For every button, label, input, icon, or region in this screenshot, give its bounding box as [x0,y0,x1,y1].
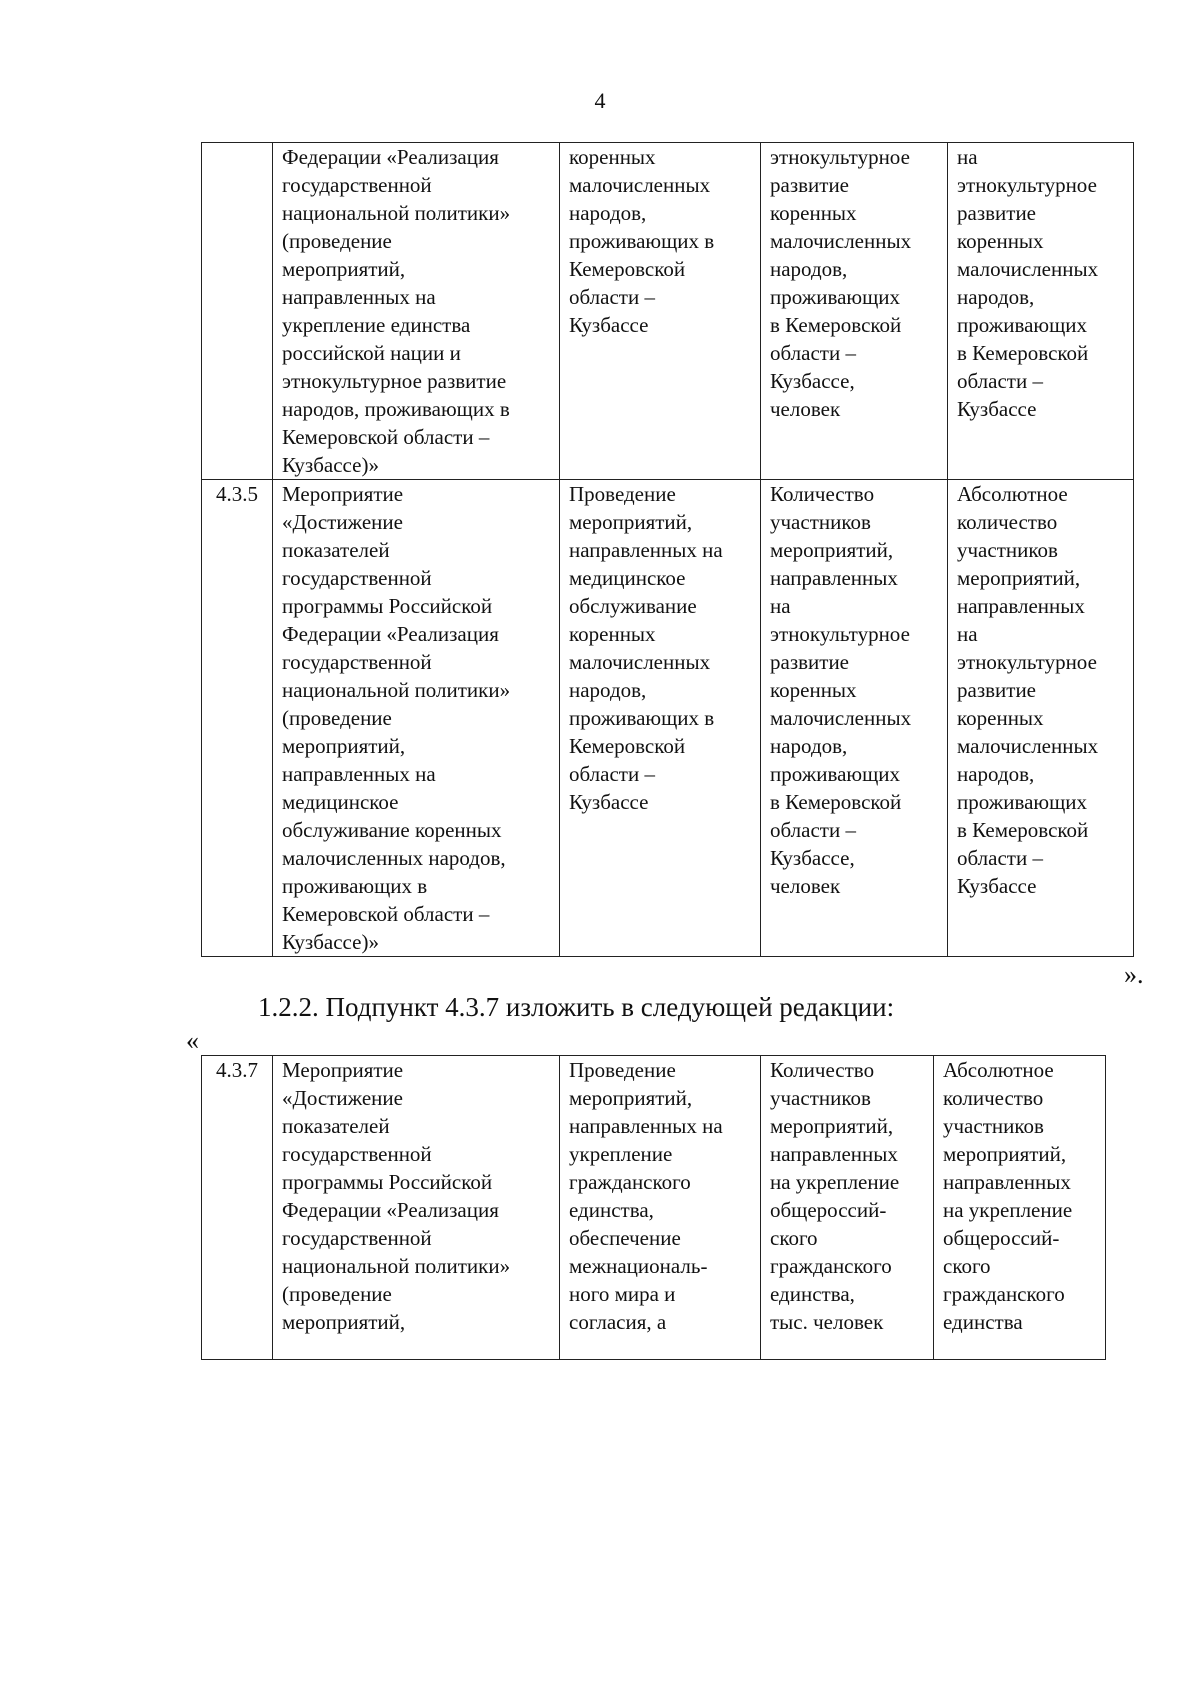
cell-text-line: направленных на [569,1114,723,1138]
cell-text-line: Кузбассе)» [282,453,379,477]
cell-text-line: (проведение [282,706,392,730]
cell-text-line: развитие [957,678,1037,702]
cell-text-line: «Достижение [282,1086,403,1110]
row-number-cell: 4.3.7 [202,1056,273,1360]
unit-cell [948,143,1134,480]
cell-text-line: на укрепление [770,1170,900,1194]
cell-text-line: направленных на [569,538,723,562]
measures-table-continuation [201,142,1134,957]
cell-text-line: Кузбассе [569,790,649,814]
cell-text-line: коренных [569,622,656,646]
cell-text-line: направленных на [282,285,436,309]
cell-text-line: медицинское [569,566,686,590]
cell-text-line: государственной [282,173,432,197]
cell-text-line: Федерации «Реализация [282,622,499,646]
cell-text-line: Федерации «Реализация [282,145,499,169]
cell-text-line: единства [943,1310,1023,1334]
cell-text-line: Количество [770,482,875,506]
cell-text-line: государственной [282,1226,432,1250]
table-row [202,143,1134,480]
cell-text-line: малочисленных [770,229,912,253]
cell-text-line: в Кемеровской [957,818,1089,842]
measure-name-cell [273,480,560,957]
cell-text-line: показателей [282,1114,390,1138]
cell-text-line: этнокультурное развитие [282,369,507,393]
unit-cell [934,1056,1106,1360]
cell-text-line: проживающих [957,790,1088,814]
cell-text-line: человек [770,397,841,421]
cell-text-line: народов, [770,734,848,758]
measure-4-3-7-table [201,1055,1106,1360]
cell-text-line: области – [957,846,1043,870]
indicator-cell [761,1056,934,1360]
cell-text-line: медицинское [282,790,399,814]
cell-text-line: участников [770,1086,871,1110]
cell-text-line: укрепление единства [282,313,471,337]
cell-text-line: гражданского [943,1282,1065,1306]
cell-text-line: на [957,622,978,646]
cell-text-line: Кемеровской области – [282,425,490,449]
cell-text-line: ского [770,1226,818,1250]
cell-text-line: Кузбассе [957,874,1037,898]
cell-text-line: гражданского [770,1254,892,1278]
cell-text-line: национальной политики» [282,1254,511,1278]
cell-text-line: малочисленных [569,650,711,674]
row-number-cell: 4.3.5 [202,480,273,957]
cell-text-line: развитие [957,201,1037,225]
cell-text-line: единства, [770,1282,855,1306]
cell-text-line: народов, [770,257,848,281]
opening-quote: « [186,1026,199,1055]
result-cell [560,480,761,957]
cell-text-line: Кемеровской [569,734,686,758]
cell-text-line: количество [957,510,1058,534]
cell-text-line: области – [957,369,1043,393]
cell-text-line: коренных [770,201,857,225]
cell-text-line: народов, проживающих в [282,397,510,421]
cell-text-line: в Кемеровской [957,341,1089,365]
cell-text-line: согласия, а [569,1310,667,1334]
cell-text-line: государственной [282,650,432,674]
cell-text-line: Абсолютное [943,1058,1054,1082]
cell-text-line: коренных [957,706,1044,730]
cell-text-line: Кемеровской [569,257,686,281]
unit-cell [948,480,1134,957]
cell-text-line: направленных [943,1170,1071,1194]
cell-text-line: участников [957,538,1058,562]
cell-text-line: общероссий- [943,1226,1060,1250]
measure-name-cell [273,143,560,480]
cell-text-line: развитие [770,650,850,674]
cell-text-line: в Кемеровской [770,790,902,814]
cell-text-line: Количество [770,1058,875,1082]
cell-text-line: Кузбассе [569,313,649,337]
cell-text-line: этнокультурное [770,145,910,169]
cell-text-line: коренных [569,145,656,169]
cell-text-line: обеспечение [569,1226,681,1250]
indicator-cell [761,143,948,480]
cell-text-line: народов, [569,201,647,225]
cell-text-line: коренных [770,678,857,702]
cell-text-line: участников [770,510,871,534]
cell-text-line: Проведение [569,1058,676,1082]
cell-text-line: обслуживание [569,594,697,618]
cell-text-line: мероприятий, [943,1142,1067,1166]
cell-text-line: народов, [569,678,647,702]
cell-text-line: направленных [770,1142,898,1166]
cell-text-line: Кузбассе [957,397,1037,421]
cell-text-line: (проведение [282,229,392,253]
cell-text-line: Федерации «Реализация [282,1198,499,1222]
cell-text-line: народов, [957,285,1035,309]
cell-text-line: развитие [770,173,850,197]
cell-text-line: ского [943,1254,991,1278]
cell-text-line: области – [569,762,655,786]
table-row [202,1056,1106,1360]
cell-text-line: на [957,145,978,169]
cell-text-line: единства, [569,1198,654,1222]
cell-text-line: Кемеровской области – [282,902,490,926]
cell-text-line: этнокультурное [957,173,1097,197]
cell-text-line: количество [943,1086,1044,1110]
cell-text-line: мероприятий, [282,1310,406,1334]
cell-text-line: области – [569,285,655,309]
cell-text-line: Проведение [569,482,676,506]
closing-quote: ». [1124,960,1144,989]
section-heading: 1.2.2. Подпункт 4.3.7 изложить в следующей редакции: [258,992,895,1022]
cell-text-line: Кузбассе, [770,846,855,870]
cell-text-line: на укрепление [943,1198,1073,1222]
cell-text-line: укрепление [569,1142,673,1166]
cell-text-line: Абсолютное [957,482,1068,506]
cell-text-line: малочисленных [770,706,912,730]
cell-text-line: проживающих [770,762,901,786]
cell-text-line: мероприятий, [282,734,406,758]
cell-text-line: обслуживание коренных [282,818,502,842]
cell-text-line: мероприятий, [569,1086,693,1110]
cell-text-line: малочисленных [957,734,1099,758]
indicator-cell [761,480,948,957]
cell-text-line: проживающих в [569,229,715,253]
cell-text-line: мероприятий, [569,510,693,534]
cell-text-line: коренных [957,229,1044,253]
cell-text-line: на [770,594,791,618]
cell-text-line: этнокультурное [957,650,1097,674]
cell-text-line: человек [770,874,841,898]
cell-text-line: в Кемеровской [770,313,902,337]
cell-text-line: направленных [770,566,898,590]
measure-name-cell [273,1056,560,1360]
cell-text-line: национальной политики» [282,201,511,225]
cell-text-line: народов, [957,762,1035,786]
cell-text-line: проживающих в [569,706,715,730]
cell-text-line: Кузбассе, [770,369,855,393]
result-cell [560,1056,761,1360]
table-row [202,480,1134,957]
cell-text-line: государственной [282,566,432,590]
cell-text-line: направленных на [282,762,436,786]
cell-text-line: мероприятий, [770,1114,894,1138]
cell-text-line: «Достижение [282,510,403,534]
cell-text-line: малочисленных народов, [282,846,506,870]
cell-text-line: программы Российской [282,594,493,618]
cell-text-line: программы Российской [282,1170,493,1194]
cell-text-line: российской нации и [282,341,461,365]
cell-text-line: направленных [957,594,1085,618]
cell-text-line: этнокультурное [770,622,910,646]
cell-text-line: ного мира и [569,1282,676,1306]
cell-text-line: области – [770,341,856,365]
row-number-cell [202,143,273,480]
cell-text-line: Кузбассе)» [282,930,379,954]
cell-text-line: мероприятий, [282,257,406,281]
cell-text-line: малочисленных [569,173,711,197]
cell-text-line: Мероприятие [282,1058,404,1082]
cell-text-line: (проведение [282,1282,392,1306]
cell-text-line: межнациональ- [569,1254,708,1278]
cell-text-line: малочисленных [957,257,1099,281]
cell-text-line: мероприятий, [957,566,1081,590]
cell-text-line: национальной политики» [282,678,511,702]
cell-text-line: общероссий- [770,1198,887,1222]
cell-text-line: участников [943,1114,1044,1138]
cell-text-line: Мероприятие [282,482,404,506]
cell-text-line: показателей [282,538,390,562]
cell-text-line: гражданского [569,1170,691,1194]
cell-text-line: тыс. человек [770,1310,884,1334]
cell-text-line: проживающих [957,313,1088,337]
cell-text-line: проживающих в [282,874,428,898]
cell-text-line: государственной [282,1142,432,1166]
cell-text-line: мероприятий, [770,538,894,562]
result-cell [560,143,761,480]
cell-text-line: проживающих [770,285,901,309]
cell-text-line: области – [770,818,856,842]
page-number: 4 [594,88,606,113]
